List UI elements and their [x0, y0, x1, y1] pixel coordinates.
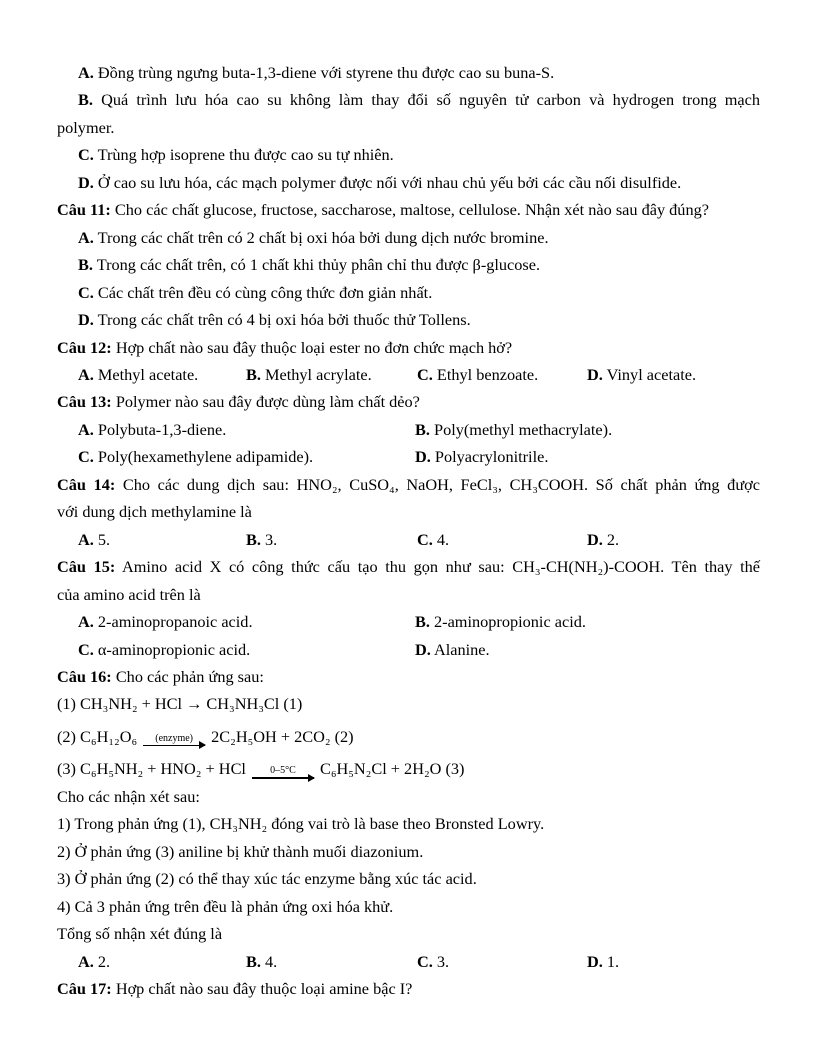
question-text: Cho các dung dịch sau: HNO₂, CuSO₄, NaOH, FeCl₃, CH₃COOH. Số chất phản ứng được — [122, 474, 760, 494]
q12-option-c — [417, 361, 587, 388]
q16-remark-1: 1) Trong phản ứng (1), CH₃NH₂ đóng vai trò là base theo Bronsted Lowry. — [57, 814, 545, 834]
option-label: B. — [246, 951, 261, 971]
option-label: C. — [417, 951, 433, 971]
q15-options-row2 — [57, 636, 760, 663]
option-text: 2-aminopropanoic acid. — [97, 612, 253, 632]
q15-option-c — [78, 636, 415, 663]
q11-option-d — [57, 306, 760, 333]
reaction-rhs: 2C₂H₅OH + 2CO₂ (2) — [211, 726, 354, 746]
reaction-arrow — [252, 764, 314, 778]
q16-option-c — [417, 948, 587, 975]
question-text: Amino acid X có công thức cấu tạo thu gọn như sau: CH₃-CH(NH₂)-COOH. Tên thay thế — [122, 557, 760, 577]
exam-document-page — [57, 59, 760, 1002]
option-text: Ở cao su lưu hóa, các mạch polymer được nối với nhau chủ yếu bởi các cầu nối disulfide. — [97, 172, 682, 192]
arrow-shaft — [252, 777, 314, 778]
q14-option-a — [78, 526, 246, 553]
q11-option-b — [57, 251, 760, 278]
option-text: Ethyl benzoate. — [436, 364, 539, 384]
q13-stem — [57, 388, 760, 415]
reaction-lhs: (2) C₆H₁₂O₆ — [57, 726, 138, 746]
q15-option-b — [415, 608, 760, 635]
q14-option-c — [417, 526, 587, 553]
question-text: Hợp chất nào sau đây thuộc loại ester no đơn chức mạch hở? — [115, 337, 513, 357]
q11-option-a — [57, 224, 760, 251]
option-label: A. — [78, 419, 94, 439]
option-text: Poly(methyl methacrylate). — [434, 419, 613, 439]
q16-option-a — [78, 948, 246, 975]
option-text: Trong các chất trên có 4 bị oxi hóa bởi thuốc thử Tollens. — [97, 310, 471, 330]
option-label: A. — [78, 364, 94, 384]
option-text: Vinyl acetate. — [606, 364, 697, 384]
option-text: Alanine. — [434, 639, 490, 659]
option-text: 3. — [265, 529, 278, 549]
option-text: 2-aminopropionic acid. — [434, 612, 586, 632]
option-text: Methyl acetate. — [97, 364, 199, 384]
q16-options-row — [57, 948, 760, 975]
option-label: B. — [415, 612, 430, 632]
q15-option-a — [78, 608, 415, 635]
q14-option-b — [246, 526, 417, 553]
q16-reaction-2 — [57, 718, 760, 750]
option-label: C. — [78, 639, 94, 659]
question-number: Câu 14: — [57, 474, 116, 494]
question-text: Cho các chất glucose, fructose, saccharose, maltose, cellulose. Nhận xét nào sau đây đúng? — [114, 200, 709, 220]
option-text: Đồng trùng ngưng buta-1,3-diene với styrene thu được cao su buna-S. — [97, 63, 555, 82]
option-label: D. — [78, 172, 94, 192]
question-number: Câu 12: — [57, 337, 112, 357]
option-text: Polyacrylonitrile. — [434, 447, 549, 467]
option-label: C. — [78, 282, 94, 302]
q13-option-b — [415, 416, 760, 443]
question-number: Câu 16: — [57, 666, 112, 686]
question-number: Câu 11: — [57, 200, 111, 220]
q14-options-row — [57, 526, 760, 553]
q14-option-d — [587, 526, 760, 553]
q14-stem-line2: với dung dịch methylamine là — [57, 502, 252, 522]
option-text: Các chất trên đều có cùng công thức đơn giản nhất. — [97, 282, 433, 302]
q15-stem-line1 — [57, 553, 760, 580]
option-label: B. — [246, 529, 261, 549]
q11-option-c — [57, 279, 760, 306]
option-label: A. — [78, 63, 94, 82]
option-text: Trùng hợp isoprene thu được cao su tự nhiên. — [97, 145, 394, 165]
option-label: D. — [587, 364, 603, 384]
arrow-condition-label: (enzyme) — [155, 732, 194, 744]
option-label: D. — [415, 639, 431, 659]
q13-option-c — [78, 443, 415, 470]
option-text: Trong các chất trên, có 1 chất khi thủy phân chỉ thu được β-glucose. — [96, 255, 541, 275]
q12-option-a — [78, 361, 246, 388]
q13-options-row1 — [57, 416, 760, 443]
option-text: 5. — [97, 529, 111, 549]
option-label: B. — [246, 364, 261, 384]
q13-option-a — [78, 416, 415, 443]
option-text: Trong các chất trên có 2 chất bị oxi hóa bởi dung dịch nước bromine. — [97, 227, 549, 247]
option-text: Quá trình lưu hóa cao su không làm thay đổi số nguyên tử carbon và hydrogen trong mạch — [101, 90, 761, 110]
arrow-condition-label: 0–5°C — [270, 765, 296, 777]
option-text: 2. — [606, 529, 620, 549]
q15-stem-line2: của amino acid trên là — [57, 584, 201, 604]
option-label: C. — [78, 447, 94, 467]
option-text: Methyl acrylate. — [265, 364, 372, 384]
option-text: α-aminopropionic acid. — [97, 639, 251, 659]
option-label: C. — [417, 364, 433, 384]
option-label: B. — [78, 255, 93, 275]
question-text: Hợp chất nào sau đây thuộc loại amine bậc I? — [115, 978, 413, 998]
option-label: D. — [415, 447, 431, 467]
reaction-rhs: C₆H₅N₂Cl + 2H₂O (3) — [319, 759, 465, 779]
option-text: 2. — [97, 951, 111, 971]
question-number: Câu 15: — [57, 557, 116, 577]
q16-option-b — [246, 948, 417, 975]
arrow-shaft — [143, 745, 205, 746]
reaction-arrow — [143, 732, 205, 746]
q14-stem-line1 — [57, 471, 760, 498]
question-number: Câu 17: — [57, 978, 112, 998]
q16-stem — [57, 663, 760, 690]
option-label: D. — [78, 310, 94, 330]
option-label: C. — [417, 529, 433, 549]
q16-reaction-1: (1) CH₃NH₂ + HCl → CH₃NH₃Cl (1) — [57, 694, 303, 714]
option-text: 4. — [436, 529, 450, 549]
q10-option-b-line1 — [57, 86, 760, 113]
question-text: Polymer nào sau đây được dùng làm chất dẻo? — [115, 392, 420, 412]
option-text: 4. — [265, 951, 278, 971]
q11-stem — [57, 196, 760, 223]
q16-remarks-intro: Cho các nhận xét sau: — [57, 786, 200, 806]
q12-option-d — [587, 361, 760, 388]
q15-option-d — [415, 636, 760, 663]
option-label: A. — [78, 227, 94, 247]
question-number: Câu 13: — [57, 392, 112, 412]
option-label: B. — [415, 419, 430, 439]
q16-remark-4: 4) Cả 3 phản ứng trên đều là phản ứng oxi hóa khử. — [57, 896, 394, 916]
q15-options-row1 — [57, 608, 760, 635]
option-text: Polybuta-1,3-diene. — [97, 419, 227, 439]
q17-stem — [57, 975, 760, 1002]
q12-options-row — [57, 361, 760, 388]
q13-option-d — [415, 443, 760, 470]
q16-option-d — [587, 948, 760, 975]
option-label: D. — [587, 529, 603, 549]
q16-conclusion: Tổng số nhận xét đúng là — [57, 924, 223, 944]
q13-options-row2 — [57, 443, 760, 470]
q16-reaction-3 — [57, 750, 760, 782]
q12-option-b — [246, 361, 417, 388]
option-label: C. — [78, 145, 94, 165]
q10-option-c — [57, 141, 760, 168]
option-text: 1. — [606, 951, 620, 971]
option-label: D. — [587, 951, 603, 971]
option-text: Poly(hexamethylene adipamide). — [97, 447, 314, 467]
q10-option-b-line2: polymer. — [57, 117, 115, 137]
option-label: A. — [78, 612, 94, 632]
reaction-lhs: (3) C₆H₅NH₂ + HNO₂ + HCl — [57, 759, 246, 779]
q12-stem — [57, 334, 760, 361]
q16-remark-3: 3) Ở phản ứng (2) có thể thay xúc tác enzyme bằng xúc tác acid. — [57, 869, 477, 889]
q16-remark-2: 2) Ở phản ứng (3) aniline bị khử thành muối diazonium. — [57, 841, 424, 861]
q10-option-a — [57, 59, 760, 86]
q10-option-d — [57, 169, 760, 196]
option-text: 3. — [436, 951, 450, 971]
option-label: A. — [78, 529, 94, 549]
question-text: Cho các phản ứng sau: — [115, 666, 264, 686]
option-label: A. — [78, 951, 94, 971]
option-label: B. — [78, 90, 93, 110]
